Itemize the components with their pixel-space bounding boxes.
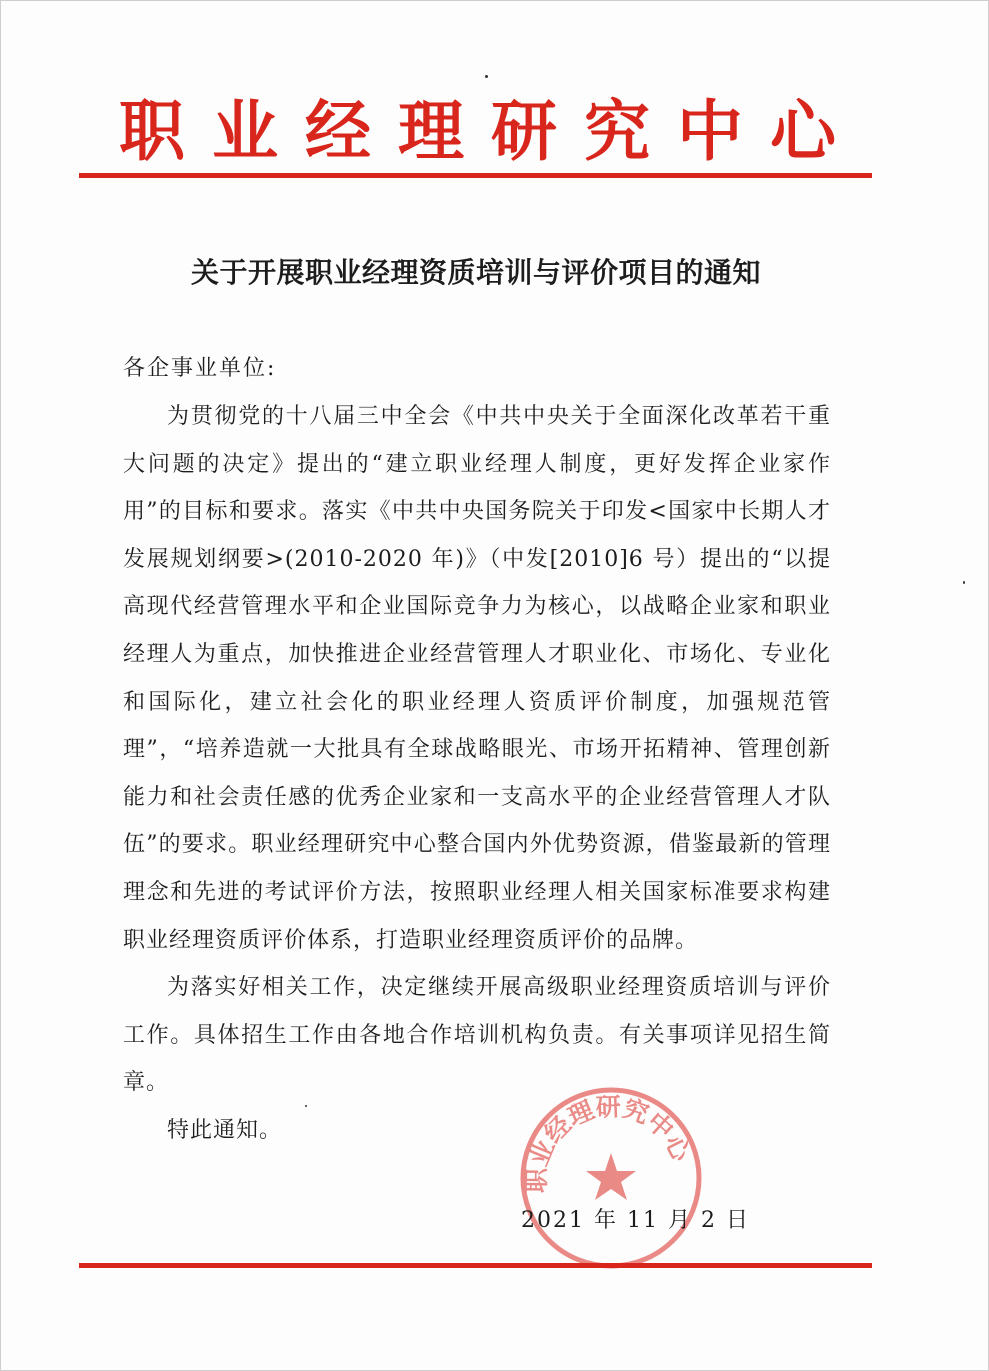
body-paragraph-1: 为贯彻党的十八届三中全会《中共中央关于全面深化改革若干重大问题的决定》提出的“建立职业经理人制度，更好发挥企业家作用”的目标和要求。落实《中共中央国务院关于印发<国家中长期人才发展规划纲要>(2010-2020 年)》（中发[2010]6 号）提出的“以提高现代经营管理水平和企业国际竞争力为核心，以战略企业家和职业经理人为重点，加快推进企业经营管理人才职业化、市场化、专业化和国际化，建立社会化的职业经理人资质评价制度，加强规范管理”，“培养造就一大批具有全球战略眼光、市场开拓精神、管理创新能力和社会责任感的优秀企业家和一支高水平的企业经营管理人才队伍”的要求。职业经理研究中心整合国内外优势资源，借鉴最新的管理理念和先进的考试评价方法，按照职业经理人相关国家标准要求构建职业经理资质评价体系，打造职业经理资质评价的品牌。 <box>123 404 831 953</box>
seal-star-icon <box>586 1153 636 1200</box>
seal-text: 职业经理研究中心 <box>521 1092 697 1194</box>
letterhead-org-name: 职业经理研究中心 <box>119 92 863 170</box>
letterhead-top-rule <box>79 173 872 178</box>
scan-speck <box>963 581 965 584</box>
notice-title: 关于开展职业经理资质培训与评价项目的通知 <box>190 256 761 289</box>
notice-date: 2021 年 11 月 2 日 <box>521 1208 750 1233</box>
notice-body <box>123 393 831 1155</box>
body-paragraph-2: 为落实好相关工作，决定继续开展高级职业经理资质培训与评价工作。具体招生工作由各地合作培训机构负责。有关事项详见招生简章。 <box>123 975 831 1096</box>
body-paragraph-3: 特此通知。 <box>167 1117 283 1143</box>
scan-speck <box>305 1105 307 1107</box>
letterhead-bottom-rule <box>79 1263 872 1268</box>
salutation: 各企事业单位: <box>123 356 277 381</box>
official-seal-stamp <box>516 1083 706 1273</box>
scan-speck <box>485 75 488 78</box>
